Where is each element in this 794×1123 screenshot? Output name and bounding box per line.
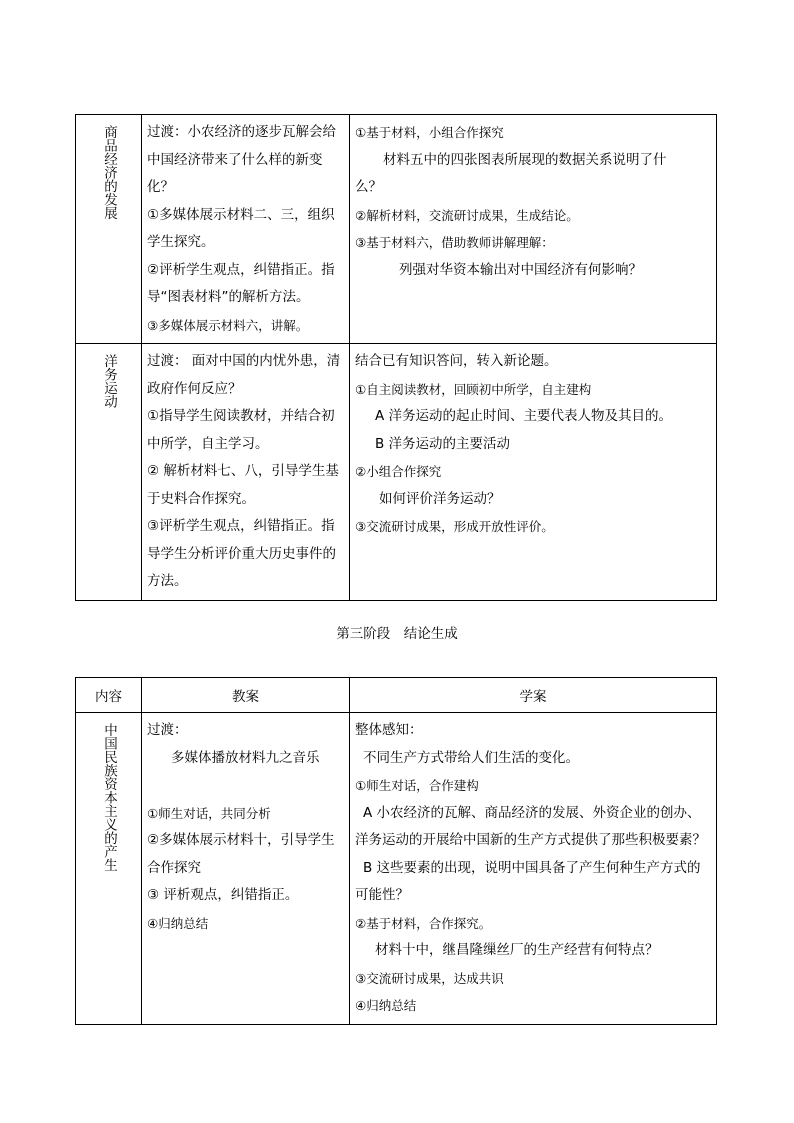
column-header: 教案 <box>142 678 350 713</box>
section-heading: 第三阶段 结论生成 <box>336 626 458 642</box>
text-line: 洋务运动的开展给中国新的生产方式提供了那些积极要素？ <box>355 832 706 848</box>
text-line: 材料五中的四张图表所展现的数据关系说明了什 <box>383 151 667 168</box>
text-line: 学生探究。 <box>147 234 215 250</box>
text-line: ①自主阅读教材，回顾初中所学，自主建构 <box>355 381 592 397</box>
text-line: 于史料合作探究。 <box>147 490 255 507</box>
blank-line <box>147 772 345 800</box>
table-row <box>76 344 717 601</box>
text-line: 如何评价洋务运动？ <box>379 490 501 507</box>
text-line: 不同生产方式带给人们生活的变化。 <box>363 749 579 766</box>
teaching-plan-cell <box>142 713 350 1025</box>
column-header: 内容 <box>76 678 142 713</box>
teaching-plan-cell <box>142 115 350 344</box>
text-line: ③基于材料六，借助教师讲解理解： <box>355 235 554 250</box>
text-line: ③多媒体展示材料六，讲解。 <box>147 317 309 333</box>
text-line: 过渡： <box>147 722 188 738</box>
text-line: ①多媒体展示材料二、三，组织 <box>147 206 335 223</box>
text-line: ②小组合作探究 <box>355 464 442 479</box>
table-header-row <box>76 678 717 713</box>
text-line: 政府作何反应？ <box>147 380 242 397</box>
teaching-plan-cell <box>142 344 350 601</box>
row-label: 洋务运动 <box>101 354 117 408</box>
text-line: ② 解析材料七、八，引导学生基 <box>147 463 339 479</box>
lesson-table-2 <box>75 677 717 1025</box>
study-plan-cell <box>350 713 717 1025</box>
text-line: ①师生对话，共同分析 <box>147 805 271 821</box>
text-line: 方法。 <box>147 573 188 589</box>
text-line: 么？ <box>355 179 382 195</box>
text-line: ③交流研讨成果，达成共识 <box>355 970 504 986</box>
text-line: 整体感知： <box>355 722 423 738</box>
study-plan-cell <box>350 115 717 344</box>
text-line: ②解析材料，交流研讨成果，生成结论。 <box>355 207 579 223</box>
study-plan-cell <box>350 344 717 601</box>
text-line: 可能性？ <box>355 887 409 903</box>
row-label: 中国民族资本主义的产生 <box>101 723 117 872</box>
text-line: 过渡： 面对中国的内忧外患，清 <box>147 353 341 369</box>
row-label: 商品经济的发展 <box>101 125 117 220</box>
text-line: 结合已有知识答问，转入新论题。 <box>355 353 558 369</box>
text-line: 多媒体播放材料九之音乐 <box>171 749 320 766</box>
text-line: 列强对华资本输出对中国经济有何影响？ <box>399 261 642 278</box>
text-line: ①指导学生阅读教材，并结合初 <box>147 408 335 424</box>
content-cell <box>76 344 142 601</box>
table-row <box>76 115 717 344</box>
lesson-table-1 <box>75 114 717 601</box>
text-line: ③评析学生观点，纠错指正。指 <box>147 518 335 534</box>
text-line: ③交流研讨成果，形成开放性评价。 <box>355 519 554 534</box>
text-line: B 洋务运动的主要活动 <box>375 435 511 452</box>
content-cell <box>76 713 142 1025</box>
text-line: ④归纳总结 <box>147 915 209 931</box>
text-line: 合作探究 <box>147 859 201 876</box>
text-line: 中所学，自主学习。 <box>147 435 269 452</box>
text-line: ①师生对话，合作建构 <box>355 778 479 793</box>
text-line: 化？ <box>147 179 174 195</box>
text-line: ①基于材料，小组合作探究 <box>355 125 504 140</box>
table-row <box>76 713 717 1025</box>
text-line: A 洋务运动的起止时间、主要代表人物及其目的。 <box>375 408 673 424</box>
text-line: 材料十中，继昌隆缫丝厂的生产经营有何特点？ <box>375 942 659 958</box>
column-header: 学案 <box>350 678 717 713</box>
text-line: 中国经济带来了什么样的新变 <box>147 151 323 168</box>
text-line: ②评析学生观点，纠错指正。指 <box>147 261 335 278</box>
text-line: ③ 评析观点，纠错指正。 <box>147 887 299 903</box>
text-line: ②多媒体展示材料十，引导学生 <box>147 832 335 848</box>
content-cell <box>76 115 142 344</box>
text-line: 导“图表材料”的解析方法。 <box>147 289 310 305</box>
text-line: ④归纳总结 <box>355 998 417 1013</box>
text-line: ②基于材料，合作探究。 <box>355 915 492 931</box>
text-line: B 这些要素的出现，说明中国具备了产生何种生产方式的 <box>363 859 701 876</box>
text-line: A 小农经济的瓦解、商品经济的发展、外资企业的创办、 <box>363 804 701 821</box>
text-line: 导学生分析评价重大历史事件的 <box>147 545 336 562</box>
text-line: 过渡：小农经济的逐步瓦解会给 <box>147 124 336 140</box>
